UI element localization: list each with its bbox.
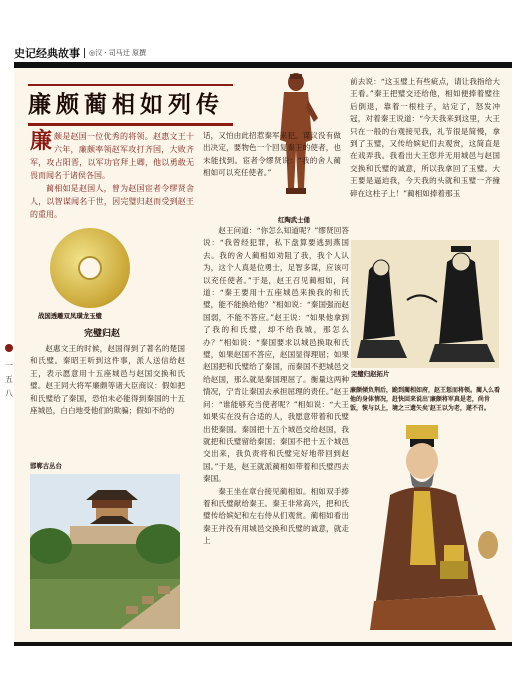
jade-caption: 战国透雕双凤璜龙玉璧 <box>38 312 102 320</box>
footer-rule <box>14 642 512 646</box>
page-number-digit-1: 一 <box>5 361 13 370</box>
right-column <box>350 76 500 200</box>
title-top-rule <box>28 84 233 86</box>
ancient-tower-photo <box>30 474 180 629</box>
jade-disc-image <box>50 228 130 308</box>
seated-king-illustration <box>370 425 502 630</box>
section-heading: 完璧归赵 <box>84 329 121 339</box>
right-paragraph: 前去说：“这玉璧上有些疵点，请让我指给大王看。”秦王把璧交还给他，相如便捧着璧往后倒退，靠着一根柱子，站定了，怒发冲冠，对着秦王说道：“今天我来到这里，大王只在一般的台观接见我，礼节很是简慢，拿到了玉璧，又传给嫔妃们去观赏，这简直是在戏弄我。我看出大王您并无用城邑与赵国交换和氏璧的诚意，所以我拿回了玉璧。大王要是逼迫我，今天我的头就和玉璧一齐撞碎在这柱子上！”蔺相如捧着那玉 <box>350 77 500 198</box>
middle-column-top <box>203 130 341 180</box>
left-column <box>30 343 185 417</box>
middle-paragraph-2: 赵王问道：“你怎么知道呢？”缪贤回答说：“我曾经犯罪，私下盘算要逃到燕国去。我的舍人蔺相如劝阻了我，我个人认为，这个人真是位勇士，足智多谋，应该可以充任使者。”于是，赵王召见蔺相如，问道：“秦王要用十五座城邑来换我的和氏璧，能不能换给他？”相如说：“秦国强而赵国弱，不能不答应。”赵王说：“如果他拿到了我的和氏璧，却不给我城，那怎么办？”相如说：“秦国要求以城邑换取和氏璧，如果赵国不答应，赵国显得理屈；如果赵国把和氏璧给了秦国，而秦国不把城邑交给赵国，那么就是秦国理屈了。衡量这两种情况，宁肯让秦国去承担屈理的责任。”赵王问：“谁能够充当使者呢？”相如说：“大王如果实在没有合适的人，我愿意带着和氏璧出使秦国。秦国把十五个城邑交给赵国，我就把和氏璧留给秦国；秦国不把十五个城邑交出来，我负责将和氏璧完好地带回到赵国。”于是，赵王就派蔺相如带着和氏璧西去秦国。 <box>203 226 349 484</box>
title-underline <box>28 123 233 126</box>
article-title: 廉颇蔺相如列传 <box>28 91 224 118</box>
middle-column <box>203 225 349 548</box>
intro-paragraph-1 <box>30 130 194 182</box>
header-rule <box>14 62 512 68</box>
intro-paragraph-2: 蔺相如是赵国人，曾为赵国宦者令缪贤舍人，以智谋闻名于世，因完璧归赵而受到赵王的重用。 <box>30 184 194 219</box>
byline: ◎汉 · 司马迁 原撰 <box>89 49 147 57</box>
rubbing-painting-image <box>351 240 499 368</box>
header-bar <box>14 44 512 62</box>
dropcap: 廉 <box>30 128 53 154</box>
painting-note: 廉颇倾负荆后，跪到蔺相如府，赵王惩而将领。蔺人么看他的身体情况，赶快回来说出'廉颇将军真是老，尚肯饭，恢与以上，境之三遗矢矣'赵王以为老，遂不召。 <box>350 387 501 412</box>
middle-paragraph-3: 秦王坐在章台接见蔺相如。相如双手捧着和氏璧献给秦王。秦王非常高兴，把和氏璧传给嫔妃和左右侍从们观赏。蔺相如看出秦王并没有用城邑交换和氏璧的诚意，就走上 <box>203 486 349 546</box>
middle-paragraph-1: 话，又怕由此招惹秦军来犯。谋议没有做出决定，要物色一个回复秦王的使者，也未能找到。宦者令缪贤说：“我的舍人蔺相如可以充任使者。” <box>203 131 341 178</box>
intro-text-1: 颇是赵国一位优秀的将领。赵惠文王十六年，廉颇率领赵军攻打齐国，大败齐军，攻占阳晋，以军功官拜上卿，他以勇敢无畏而闻名于诸侯各国。 <box>30 132 194 180</box>
warrior-caption: 红陶武士俑 <box>278 216 310 224</box>
intro-block <box>30 130 194 221</box>
page-number-digit-2: 五 <box>5 375 13 384</box>
header-divider <box>84 48 85 58</box>
painting-caption: 完璧归赵拓片 <box>351 370 390 378</box>
ruins-caption: 邯郸古丛台 <box>30 462 62 470</box>
page-number-digit-3: 八 <box>5 389 13 398</box>
jade-disc-hole <box>78 256 102 280</box>
page-marker-dot <box>5 344 13 352</box>
left-paragraph: 赵惠文王的时候，赵国得到了著名的楚国和氏璧。秦昭王听到这件事，派人送信给赵王，表示愿意用十五座城邑与赵国交换和氏璧。赵王同大将军廉颇等诸大臣商议：假如把和氏璧给了秦国，恐怕未必能得到秦国的十五座城邑，白白地受他们的欺骗；假如不给的 <box>30 344 185 416</box>
series-title: 史记经典故事 <box>14 47 80 60</box>
